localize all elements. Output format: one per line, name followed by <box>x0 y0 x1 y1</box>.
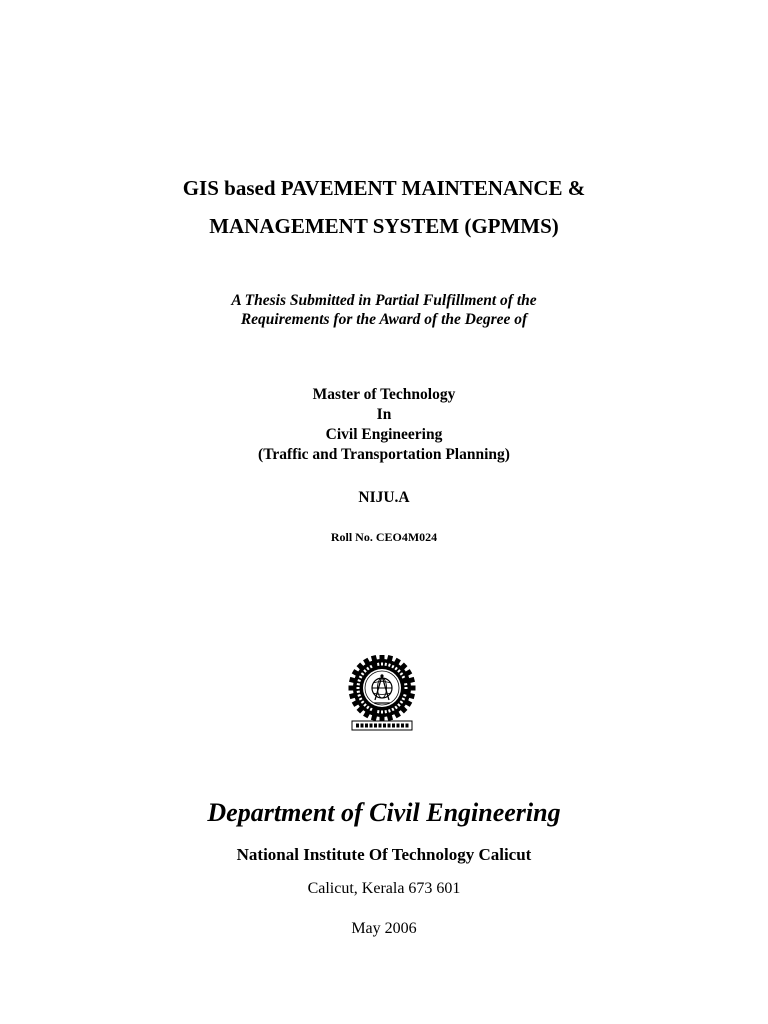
degree-name: Master of Technology <box>312 386 456 403</box>
degree-connector: In <box>376 406 392 423</box>
institute-address: Calicut, Kerala 673 601 <box>307 880 461 897</box>
submission-date: May 2006 <box>351 920 417 937</box>
thesis-title-line-1: GIS based PAVEMENT MAINTENANCE & <box>182 176 586 200</box>
institute-emblem-icon <box>344 655 420 735</box>
institute-name: National Institute Of Technology Calicut <box>236 845 532 864</box>
thesis-title-line-2: MANAGEMENT SYSTEM (GPMMS) <box>209 214 559 238</box>
thesis-statement-line-1: A Thesis Submitted in Partial Fulfillment of the <box>231 292 537 309</box>
department-name: Department of Civil Engineering <box>207 798 561 827</box>
roll-number: Roll No. CEO4M024 <box>330 530 438 544</box>
thesis-statement-line-2: Requirements for the Award of the Degree of <box>240 311 528 328</box>
degree-specialization: (Traffic and Transportation Planning) <box>258 446 510 463</box>
degree-discipline: Civil Engineering <box>325 426 443 443</box>
author-name: NIJU.A <box>358 489 410 506</box>
